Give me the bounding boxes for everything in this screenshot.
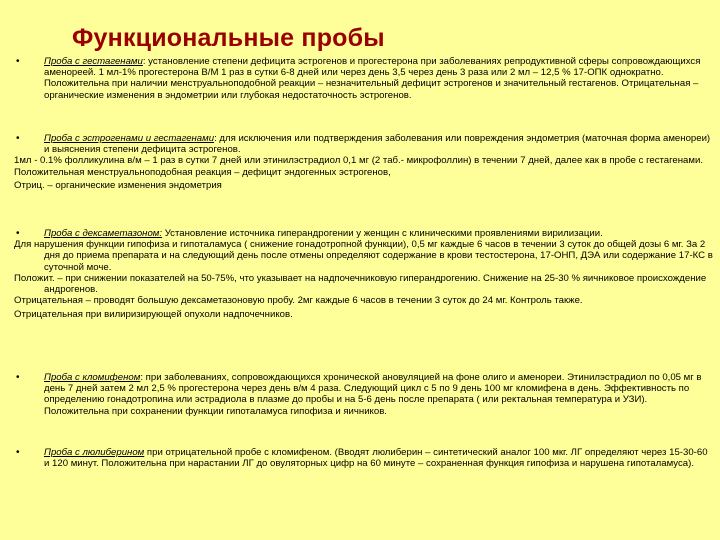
list-item [14,372,714,417]
section-line: Отриц. – органические изменения эндометрия [14,179,222,191]
section-line: 1мл - 0.1% фолликулина в/м – 1 раз в сутки 7 дней или этинилэстрадиол 0,1 мг (2 таб.- микрофоллин) в течении 7 дней, далее как в пробе с гестагенами. [14,155,703,167]
section-line: Отрицательная – проводят большую дексаметазоновую пробу. 2мг каждые 6 часов в течении 3 суток до 24 мг. Контроль также. [14,295,583,307]
list-item [14,228,714,239]
section-line: Для нарушения функции гипофиза и гипоталамуса ( снижение гонадотропной функции), 0,5 мг каждые 6 часов в течении 3 суток до общей дозы 6 мг. За 2 дня до приема препарата и на следующий день после отмены определяют содержание в крови тестостерона, 17-ОНП, ДЭА или содержание 17-КС в суточной моче. [14,239,713,273]
bullet-icon: • [16,228,20,239]
page-title: Функциональные пробы [72,24,385,52]
list-item [14,56,714,101]
section-estrogen-gestagen-test [14,133,714,191]
section-lead: Проба с эстрогенами и гестагенами [44,133,215,144]
section-body: Установление источника гиперандрогении у женщин с клиническими проявлениями вирилизации. [162,228,603,239]
section-lead: Проба с кломифеном [44,372,141,383]
section-luliberin-test [14,447,714,469]
section-text [44,228,714,239]
section-clomiphene-test [14,372,714,417]
section-text [44,133,714,155]
section-text [44,447,714,469]
section-text [44,56,714,101]
section-line: Отрицательная при вилиризирующей опухоли надпочечников. [14,309,293,321]
section-gestagen-test [14,56,714,101]
section-line: Положит. – при снижении показателей на 50-75%, что указывает на надпочечниковую гиперандрогению. Снижение на 25-30 % яичниковое происхождение андрогенов. [14,272,707,296]
section-body: : для исключения или подтверждения заболевания или повреждения эндометрия (маточная форма аменореи) и выяснения степени дефицита эстрогенов. [44,133,711,156]
list-item [14,447,714,469]
section-lead: Проба с дексаметазоном: [44,228,163,239]
list-item [14,133,714,155]
section-body: при отрицательной пробе с кломифеном. (Вводят люлиберин – синтетический аналог 100 мкг. ЛГ определяют через 15-30-60 и 120 минут. Положительна при нарастании ЛГ до овуляторных цифр на 60 минуте – сохраненная функция гипофиза и нарушена гипоталамуса). [44,447,708,470]
section-lead: Проба с люлиберином [44,447,145,458]
bullet-icon: • [16,372,20,383]
bullet-icon: • [16,133,20,144]
section-text [44,372,714,417]
bullet-icon: • [16,447,20,458]
section-line: Положительная менструальноподобная реакция – дефицит эндогенных эстрогенов, [14,166,391,178]
section-dexamethasone-test [14,228,714,321]
section-body: : установление степени дефицита эстрогенов и прогестерона при заболеваниях репродуктивной сферы сопровождающихся аменореей. 1 мл-1% прогестерона В/М 1 раз в сутки 6-8 дней или через день 3,5 через день 3 раза или 2 мл – 12,5 % 17-ОПК однократно. Положительна при наличии менструальноподобной реакции – незначительный дефицит эстрогенов и значительный гестагенов. Отрицательная – органические изменения в эндометрии или глубокая недостаточность эстрогенов. [44,56,701,101]
section-lead: Проба с гестагенами [44,56,143,67]
section-body: : при заболеваниях, сопровождающихся хронической ановуляцией на фоне олиго и аменореи. Этинилэстрадиол по 0,05 мг в день 7 дней затем 2 мл 2,5 % прогестерона через день в/м 4 раза. Следующий цикл с 5 по 9 день 100 мг кломифена в день. Эффективность по определению гонадотропина или эстрадиола в плазме до пробы и на 5-6 день после препарата ( или ректальная температура и УЗИ). Положительна при сохранении функции гипоталамуса гипофиза и яичников. [44,372,702,417]
bullet-icon: • [16,56,20,67]
